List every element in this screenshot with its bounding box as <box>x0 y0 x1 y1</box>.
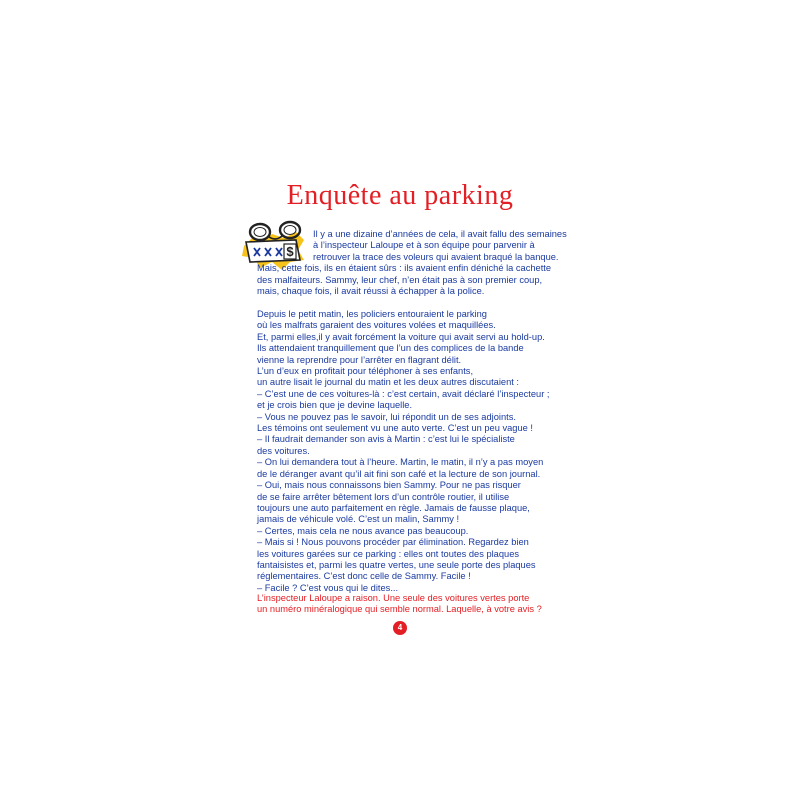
text-line: les voitures garées sur ce parking : elles ont toutes des plaques <box>257 548 520 559</box>
text-line: où les malfrats garaient des voitures volées et maquillées. <box>257 320 496 331</box>
text-line: un numéro minéralogique qui semble normal. Laquelle, à votre avis ? <box>257 604 542 615</box>
text-line: – C’est une de ces voitures-là : c’est certain, avait déclaré l’inspecteur ; <box>257 388 550 399</box>
question-paragraph <box>257 593 547 616</box>
text-line: – Facile ? C’est vous qui le dites... <box>257 582 399 593</box>
text-line: de le déranger avant qu’il ait fini son café et la lecture de son journal. <box>257 468 541 479</box>
text-line: L’un d’eux en profitait pour téléphoner à ses enfants, <box>257 366 474 377</box>
text-line: – Mais si ! Nous pouvons procéder par élimination. Regardez bien <box>257 537 529 548</box>
text-line: de se faire arrêter bêtement lors d’un contrôle routier, il utilise <box>257 491 510 502</box>
text-line: à l’inspecteur Laloupe et à son équipe pour parvenir à <box>313 240 535 251</box>
text-line: – Oui, mais nous connaissons bien Sammy. Pour ne pas risquer <box>257 480 521 491</box>
text-line: fantaisistes et, parmi les quatre vertes, une seule porte des plaques <box>257 559 536 570</box>
text-line: retrouver la trace des voleurs qui avaient braqué la banque. <box>313 251 559 262</box>
text-line: – Il faudrait demander son avis à Martin : c’est lui le spécialiste <box>257 434 515 445</box>
intro-paragraph <box>257 229 567 297</box>
dollar-symbol: $ <box>286 244 294 259</box>
text-line: des malfaiteurs. Sammy, leur chef, n’en était pas à son premier coup, <box>257 274 543 285</box>
text-line: jamais de véhicule volé. C’est un malin, Sammy ! <box>257 514 460 525</box>
text-line: Mais, cette fois, ils en étaient sûrs : ils avaient enfin déniché la cachette <box>257 263 552 274</box>
text-line: mais, chaque fois, il avait réussi à échapper à la police. <box>257 286 485 297</box>
story-paragraph <box>257 309 550 594</box>
text-line: L’inspecteur Laloupe a raison. Une seule des voitures vertes porte <box>257 593 530 603</box>
text-line: Depuis le petit matin, les policiers entouraient le parking <box>257 309 487 319</box>
text-line: des voitures. <box>257 445 310 456</box>
page-title: Enquête au parking <box>286 180 514 211</box>
text-line: réglementaires. C’est donc celle de Sammy. Facile ! <box>257 571 471 582</box>
text-line: Et, parmi elles,il y avait forcément la voiture qui avait servi au hold-up. <box>257 331 545 342</box>
text-line: Il y a une dizaine d’années de cela, il avait fallu des semaines <box>313 229 567 239</box>
page-number-badge: 4 <box>393 621 407 635</box>
text-line: toujours une auto parfaitement en règle. Jamais de fausse plaque, <box>257 502 530 513</box>
text-line: Les témoins ont seulement vu une auto verte. C’est un peu vague ! <box>257 423 533 434</box>
text-line: vienne la reprendre pour l’arrêter en flagrant délit. <box>257 354 462 365</box>
text-line: un autre lisait le journal du matin et les deux autres discutaient : <box>257 377 520 388</box>
text-line: – On lui demandera tout à l’heure. Martin, le matin, il n’y a pas moyen <box>257 457 544 468</box>
text-line: – Vous ne pouvez pas le savoir, lui répondit un de ses adjoints. <box>257 411 516 422</box>
text-line: Ils attendaient tranquillement que l’un des complices de la bande <box>257 343 524 354</box>
text-line: – Certes, mais cela ne nous avance pas beaucoup. <box>257 525 469 536</box>
text-line: et je crois bien que je devine laquelle. <box>257 400 413 411</box>
